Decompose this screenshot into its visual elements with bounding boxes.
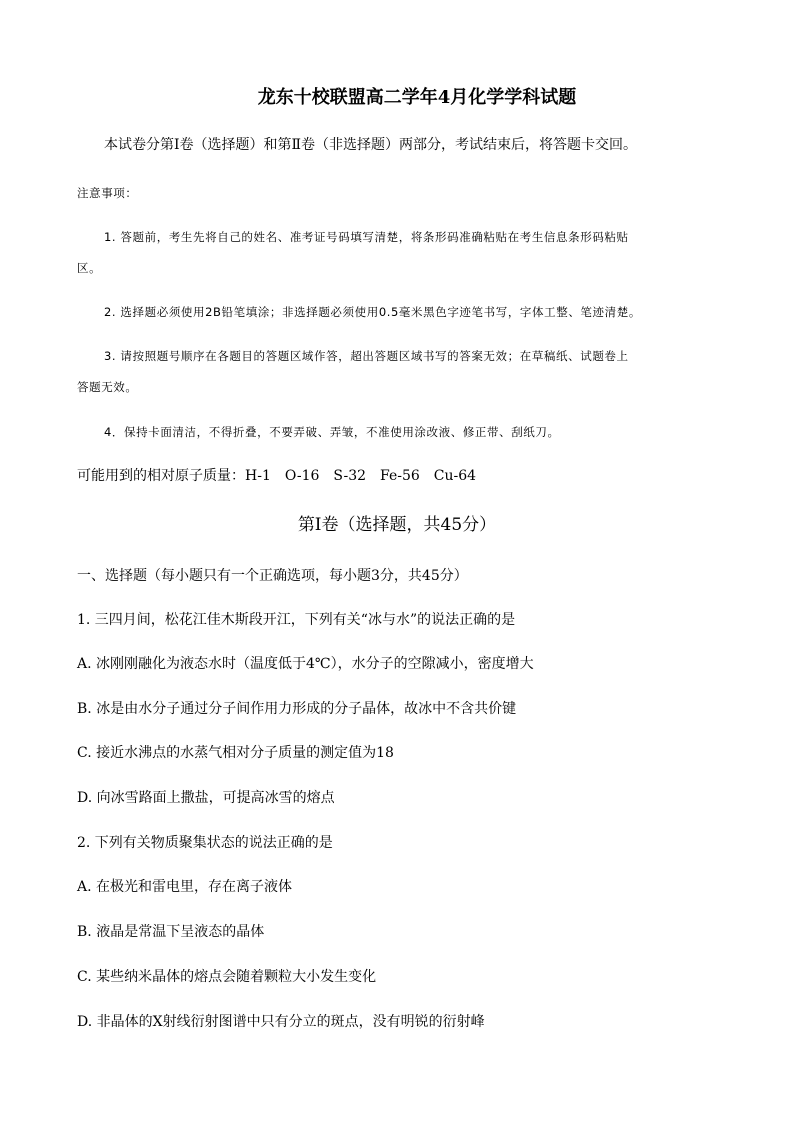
question-1-stem: 1. 三四月间，松花江佳木斯段开江，下列有关“冰与水”的说法正确的是 (77, 612, 516, 628)
question-2-option-a: A. 在极光和雷电里，存在离子液体 (77, 879, 293, 895)
document-title: 龙东十校联盟高二学年4月化学学科试题 (257, 87, 577, 108)
part-heading: 一、选择题（每小题只有一个正确选项，每小题3分，共45分） (77, 568, 468, 584)
intro-text: 本试卷分第Ⅰ卷（选择题）和第Ⅱ卷（非选择题）两部分，考试结束后，将答题卡交回。 (104, 137, 638, 153)
question-2-option-b: B. 液晶是常温下呈液态的晶体 (77, 924, 265, 940)
question-2-stem: 2. 下列有关物质聚集状态的说法正确的是 (77, 835, 333, 851)
note-item-1: 1. 答题前，考生先将自己的姓名、准考证号码填写清楚，将条形码准确粘贴在考生信息条形码粘贴 (104, 230, 629, 244)
question-1-option-d: D. 向冰雪路面上撒盐，可提高冰雪的熔点 (77, 790, 335, 806)
note-item-1-cont: 区。 (77, 261, 102, 275)
question-1-option-b: B. 冰是由水分子通过分子间作用力形成的分子晶体，故冰中不含共价键 (77, 701, 517, 717)
question-2-option-c: C. 某些纳米晶体的熔点会随着颗粒大小发生变化 (77, 969, 377, 985)
note-item-3: 3. 请按照题号顺序在各题目的答题区域作答，超出答题区域书写的答案无效；在草稿纸、试题卷上 (104, 349, 629, 363)
atomic-masses: 可能用到的相对原子质量：H-1 O-16 S-32 Fe-56 Cu-64 (77, 468, 477, 484)
notes-heading: 注意事项： (77, 186, 138, 200)
question-1-option-c: C. 接近水沸点的水蒸气相对分子质量的测定值为18 (77, 745, 394, 761)
question-2-option-d: D. 非晶体的X射线衍射图谱中只有分立的斑点，没有明锐的衍射峰 (77, 1014, 485, 1030)
section-title: 第Ⅰ卷（选择题，共45分） (297, 515, 497, 535)
note-item-4: 4．保持卡面清洁，不得折叠，不要弄破、弄皱，不准使用涂改液、修正带、刮纸刀。 (104, 425, 560, 439)
note-item-2: 2. 选择题必须使用2B铅笔填涂；非选择题必须使用0.5毫米黑色字迹笔书写，字体工整、笔迹清楚。 (104, 305, 641, 319)
question-1-option-a: A. 冰刚刚融化为液态水时（温度低于4℃），水分子的空隙减小，密度增大 (77, 656, 534, 672)
note-item-3-cont: 答题无效。 (77, 380, 138, 394)
